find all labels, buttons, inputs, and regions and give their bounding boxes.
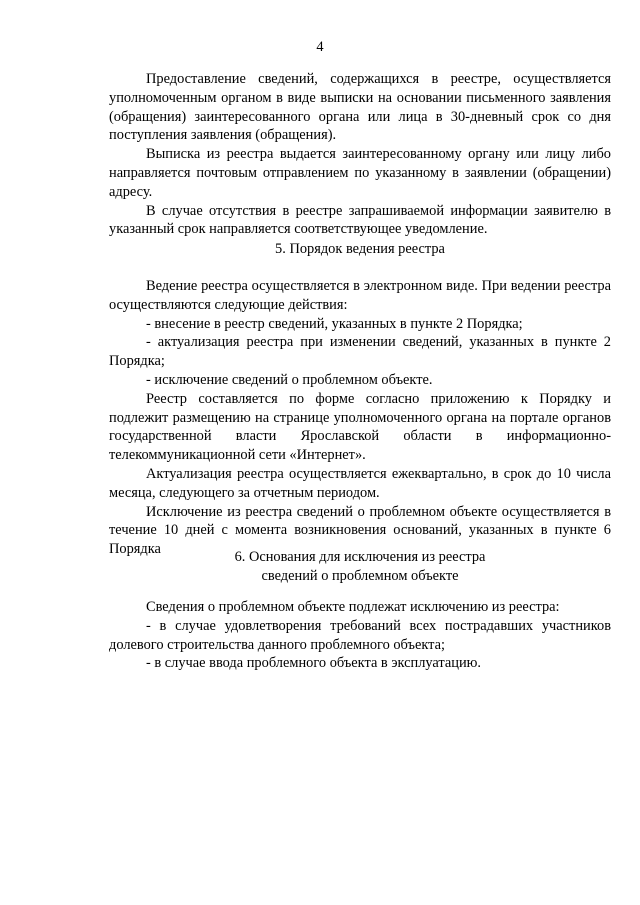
list-item: - в случае ввода проблемного объекта в эксплуатацию. — [146, 655, 482, 672]
list-item: - в случае удовлетворения требований всех пострадавших участников долевого строительства данного проблемного объекта; — [109, 617, 611, 653]
paragraph: Актуализация реестра осуществляется ежеквартально, в срок до 10 числа месяца, следующего за отчетным периодом. — [109, 465, 611, 501]
paragraph: Исключение из реестра сведений о проблемном объекте осуществляется в течение 10 дней с момента возникновения оснований, указанных в пункте 6 Порядка — [109, 503, 611, 558]
section-6-body — [109, 598, 611, 673]
paragraph: Выписка из реестра выдается заинтересованному органу или лицу либо направляется почтовым отправлением по указанному в заявлении (обращении) адресу. — [109, 146, 611, 200]
section-6-title-line-2: сведений о проблемном объекте — [261, 567, 459, 584]
paragraph: Ведение реестра осуществляется в электронном виде. При ведении реестра осуществляются следующие действия: — [109, 278, 611, 313]
list-item: - внесение в реестр сведений, указанных в пункте 2 Порядка; — [146, 315, 523, 332]
list-item: - актуализация реестра при изменении сведений, указанных в пункте 2 Порядка; — [109, 334, 611, 370]
section-6-title-line-1: 6. Основания для исключения из реестра — [234, 549, 486, 565]
page-number: 4 — [316, 39, 324, 55]
section-5-heading — [109, 240, 611, 259]
section-5-title: 5. Порядок ведения реестра — [275, 241, 445, 257]
paragraph: Сведения о проблемном объекте подлежат исключению из реестра: — [146, 599, 560, 615]
paragraph: Реестр составляется по форме согласно приложению к Порядку и подлежит размещению на странице уполномоченного органа на портале органов государственной власти Ярославской области в информационно-телекоммуникационной сети «Интернет». — [109, 390, 611, 464]
section-5-body — [109, 277, 611, 559]
paragraph: Предоставление сведений, содержащихся в реестре, осуществляется уполномоченным органом в виде выписки на основании письменного заявления (обращения) заинтересованного органа или лица в 30-дневный срок со дня поступления заявления (обращения). — [109, 71, 611, 144]
paragraph: В случае отсутствия в реестре запрашиваемой информации заявителю в указанный срок направляется соответствующее уведомление. — [109, 202, 611, 238]
section-6-heading — [109, 548, 611, 586]
section-4-continuation — [109, 70, 611, 239]
list-item: - исключение сведений о проблемном объекте. — [146, 371, 433, 388]
